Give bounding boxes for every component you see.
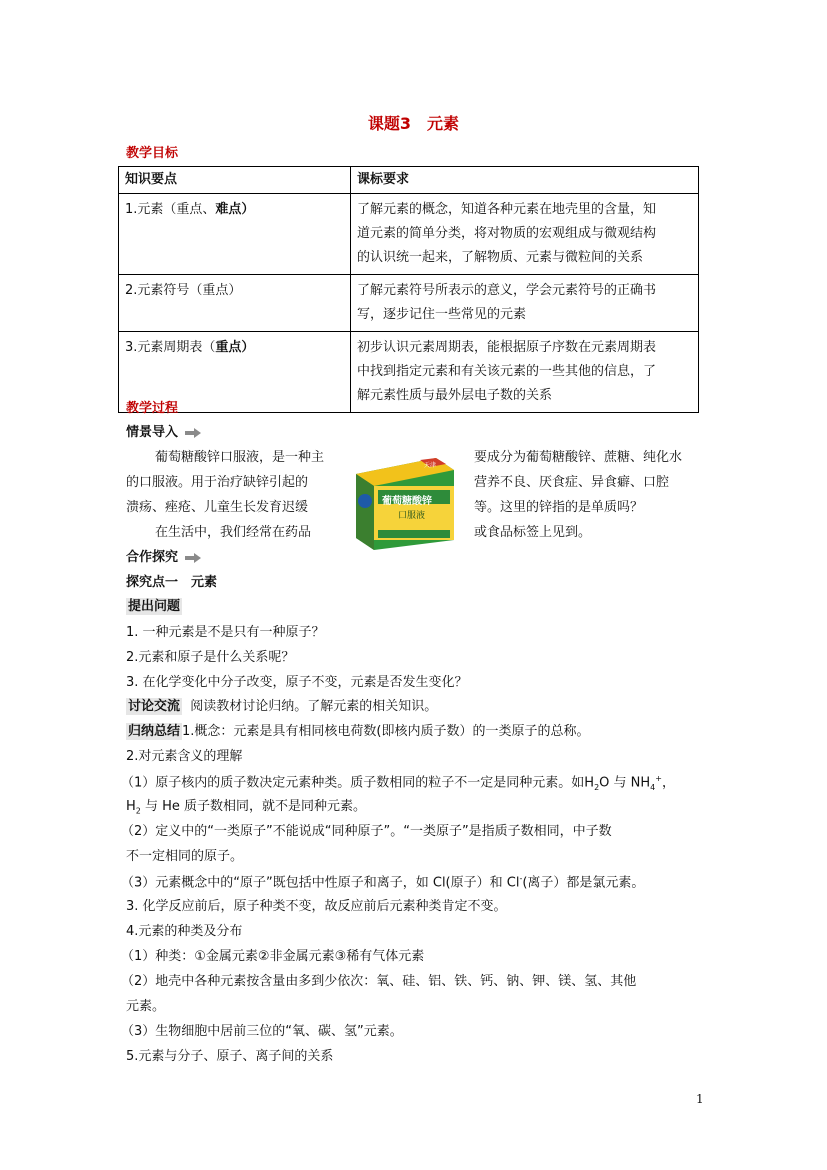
- requirement-line: 中找到指定元素和有关该元素的一些其他的信息，了: [357, 364, 657, 379]
- explore-heading: 探究点一 元素: [126, 575, 218, 590]
- product-brand: 葡萄糖酸锌: [382, 496, 432, 507]
- knowledge-point-cell: [119, 194, 351, 275]
- product-subtitle: 口服液: [398, 511, 426, 521]
- discuss-row: [126, 700, 437, 713]
- body-line: （2）地壳中各种元素按含量由多到少依次：氧、硅、铝、铁、钙、钠、钾、镁、氢、其他: [121, 974, 637, 989]
- intro-left-line: 葡萄糖酸锌口服液，是一种主: [155, 450, 325, 465]
- coop-heading: [126, 551, 201, 564]
- requirement-line: 了解元素符号所表示的意义，学会元素符号的正确书: [357, 283, 657, 298]
- lesson-title: 课题3 元素: [367, 114, 460, 133]
- intro-left-line: 在生活中，我们经常在药品: [155, 525, 312, 540]
- body-line: 5.元素与分子、原子、离子间的关系: [126, 1049, 334, 1064]
- requirement-line: 初步认识元素周期表，能根据原子序数在元素周期表: [357, 340, 657, 355]
- body-line: [121, 875, 644, 889]
- ask-heading: [126, 600, 182, 613]
- point-text: 元素符号（重点）: [137, 283, 242, 298]
- body-line: 4.元素的种类及分布: [126, 924, 243, 939]
- text-segment: ，: [661, 775, 675, 791]
- question-line: 1. 一种元素是不是只有一种原子？: [126, 625, 325, 640]
- intro-right-line: 要成分为葡萄糖酸锌、蔗糖、纯化水: [474, 450, 683, 465]
- subscript: 2: [594, 782, 600, 792]
- process-heading: 教学过程: [126, 401, 179, 416]
- summary-label: 归纳总结: [128, 724, 181, 739]
- table-row: [119, 194, 699, 275]
- requirement-cell: [351, 275, 699, 332]
- text-segment: （3）元素概念中的“原子”既包括中性原子和离子，如 Cl(原子）和 Cl: [121, 875, 520, 891]
- point-number: 1.: [125, 202, 138, 217]
- requirement-line: 的认识统一起来，了解物质、元素与微粒间的关系: [357, 250, 644, 265]
- text-segment: （1）原子核内的质子数决定元素种类。质子数相同的粒子不一定是同种元素。如H: [121, 775, 595, 791]
- intro-right-line: 营养不良、厌食症、异食癖、口腔: [474, 475, 670, 490]
- point-text: 元素周期表（: [137, 340, 216, 355]
- intro-heading-text: 情景导入: [126, 425, 179, 440]
- table-row: [119, 275, 699, 332]
- objectives-table: [118, 166, 699, 416]
- body-line: （1）种类：①金属元素②非金属元素③稀有气体元素: [121, 949, 425, 964]
- requirement-line: 解元素性质与最外层电子数的关系: [357, 388, 553, 403]
- text-segment: O 与 NH: [599, 775, 651, 791]
- point-text: 元素（重点、: [137, 202, 216, 217]
- superscript: -: [519, 874, 523, 883]
- body-line: [126, 800, 366, 816]
- body-line: 3. 化学反应前后，原子种类不变，故反应前后元素种类肯定不变。: [126, 899, 507, 914]
- body-line: [121, 775, 675, 792]
- intro-right-line: 等。这里的锌指的是单质吗？: [474, 500, 644, 515]
- text-segment: (离子）都是氯元素。: [522, 875, 645, 891]
- arrow-right-icon: [185, 553, 201, 563]
- body-line: 不一定相同的原子。: [126, 849, 244, 864]
- knowledge-point-cell: [119, 275, 351, 332]
- intro-heading: [126, 426, 201, 439]
- table-header-row: [119, 167, 699, 194]
- requirement-line: 道元素的简单分类，将对物质的宏观组成与微观结构: [357, 226, 657, 241]
- point-emphasis: 重点）: [215, 340, 255, 355]
- intro-left-line: 的口服液。用于治疗缺锌引起的: [126, 475, 309, 490]
- question-line: 3. 在化学变化中分子改变，原子不变，元素是否发生变化？: [126, 675, 468, 690]
- header-curriculum-requirements: 课标要求: [351, 167, 699, 194]
- body-line: （3）生物细胞中居前三位的“氧、碳、氢”元素。: [121, 1024, 403, 1039]
- coop-heading-text: 合作探究: [126, 550, 179, 565]
- requirement-line: 写，逐步记住一些常见的元素: [357, 307, 527, 322]
- point-number: 3.: [125, 340, 138, 355]
- requirement-line: 了解元素的概念，知道各种元素在地壳里的含量，知: [357, 202, 657, 217]
- subscript: 2: [135, 806, 141, 816]
- point-number: 2.: [125, 283, 138, 298]
- ask-heading-label: 提出问题: [128, 599, 181, 614]
- question-line: 2.元素和原子是什么关系呢？: [126, 650, 295, 665]
- product-box-image: [350, 446, 460, 550]
- page-number: 1: [696, 1092, 704, 1106]
- product-badge: 天津: [424, 462, 437, 469]
- requirement-cell: [351, 194, 699, 275]
- text-segment: 与 He 质子数相同，就不是同种元素。: [140, 799, 367, 814]
- body-line: （2）定义中的“一类原子”不能说成“同种原子”。“一类原子”是指质子数相同，中子数: [121, 824, 612, 839]
- objectives-heading: 教学目标: [126, 146, 179, 161]
- summary-text: 1.概念：元素是具有相同核电荷数(即核内质子数）的一类原子的总称。: [182, 724, 590, 739]
- body-line: 元素。: [126, 999, 166, 1014]
- arrow-right-icon: [185, 428, 201, 438]
- superscript: +: [655, 774, 662, 783]
- intro-right-line: 或食品标签上见到。: [474, 525, 592, 540]
- point-emphasis: 难点）: [215, 202, 255, 217]
- summary-row: [126, 725, 590, 738]
- table-row: [119, 332, 699, 413]
- requirement-cell: [351, 332, 699, 413]
- body-line: 2.对元素含义的理解: [126, 749, 243, 764]
- subscript: 4: [650, 782, 656, 792]
- intro-left-line: 溃疡、痤疮、儿童生长发育迟缓: [126, 500, 309, 515]
- discuss-label: 讨论交流: [128, 699, 181, 714]
- discuss-text: 阅读教材讨论归纳。了解元素的相关知识。: [190, 699, 438, 714]
- text-segment: H: [126, 799, 136, 814]
- header-knowledge-points: 知识要点: [119, 167, 351, 194]
